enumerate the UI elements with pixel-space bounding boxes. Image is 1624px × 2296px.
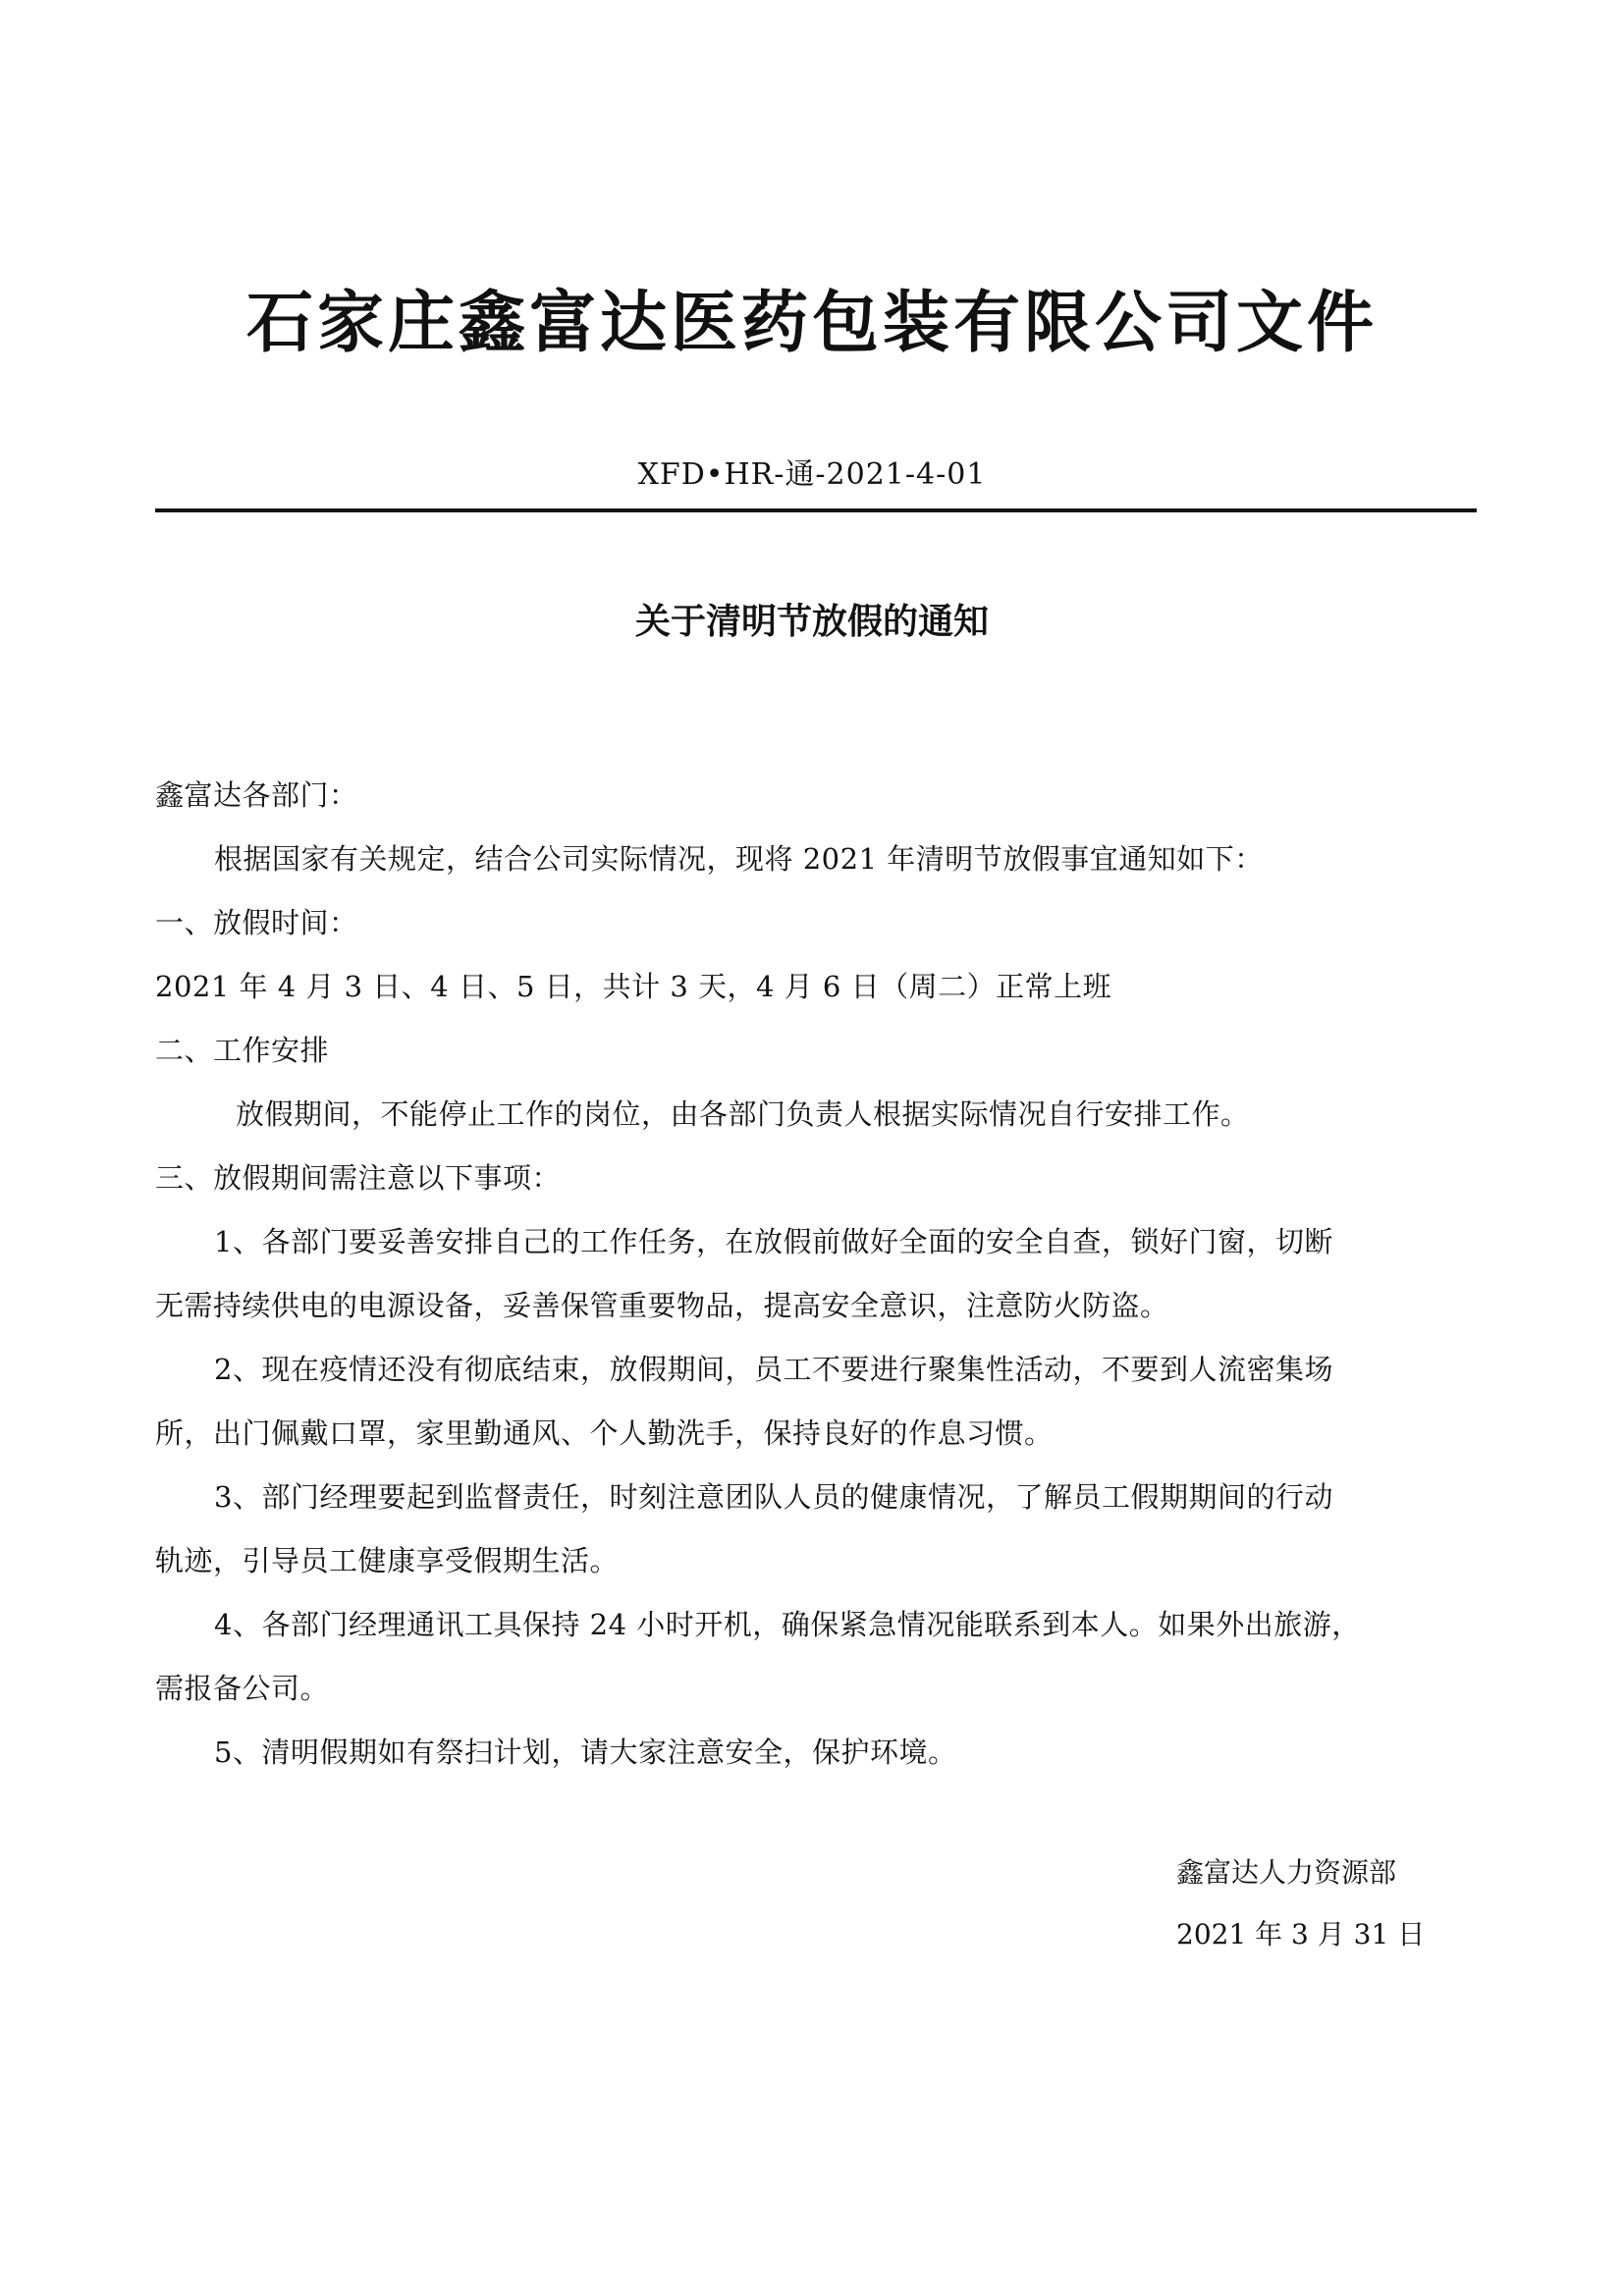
- header-divider: [155, 508, 1477, 512]
- item3-line2: 轨迹，引导员工健康享受假期生活。: [155, 1544, 620, 1577]
- intro-paragraph: 根据国家有关规定，结合公司实际情况，现将 2021 年清明节放假事宜通知如下：: [214, 842, 1264, 876]
- item4-line1: 4、各部门经理通讯工具保持 24 小时开机，确保紧急情况能联系到本人。如果外出旅游，: [214, 1608, 1361, 1641]
- item4-line2: 需报备公司。: [155, 1672, 330, 1705]
- item1-line1: 1、各部门要妥善安排自己的工作任务，在放假前做好全面的安全自查，锁好门窗，切断: [214, 1225, 1333, 1258]
- section2-heading: 二、工作安排: [155, 1034, 330, 1067]
- signature-date: 2021 年 3 月 31 日: [1176, 1918, 1426, 1950]
- section1-heading: 一、放假时间：: [155, 906, 358, 939]
- section3-heading: 三、放假期间需注意以下事项：: [155, 1161, 562, 1195]
- signature-department: 鑫富达人力资源部: [1176, 1856, 1397, 1889]
- item2-line2: 所，出门佩戴口罩，家里勤通风、个人勤洗手，保持良好的作息习惯。: [155, 1416, 1054, 1450]
- salutation: 鑫富达各部门：: [155, 778, 358, 812]
- item2-line1: 2、现在疫情还没有彻底结束，放假期间，员工不要进行聚集性活动，不要到人流密集场: [214, 1353, 1333, 1386]
- notice-title: 关于清明节放假的通知: [634, 602, 989, 642]
- section1-text: 2021 年 4 月 3 日、4 日、5 日，共计 3 天，4 月 6 日（周二）正常上班: [155, 970, 1112, 1003]
- item5-line1: 5、清明假期如有祭扫计划，请大家注意安全，保护环境。: [214, 1735, 957, 1769]
- organization-header-title: 石家庄鑫富达医药包装有限公司文件: [245, 285, 1378, 362]
- section2-text: 放假期间，不能停止工作的岗位，由各部门负责人根据实际情况自行安排工作。: [236, 1097, 1250, 1131]
- item3-line1: 3、部门经理要起到监督责任，时刻注意团队人员的健康情况，了解员工假期期间的行动: [214, 1480, 1333, 1514]
- item1-line2: 无需持续供电的电源设备，妥善保管重要物品，提高安全意识，注意防火防盗。: [155, 1289, 1169, 1322]
- document-number: XFD•HR-通-2021-4-01: [637, 457, 987, 492]
